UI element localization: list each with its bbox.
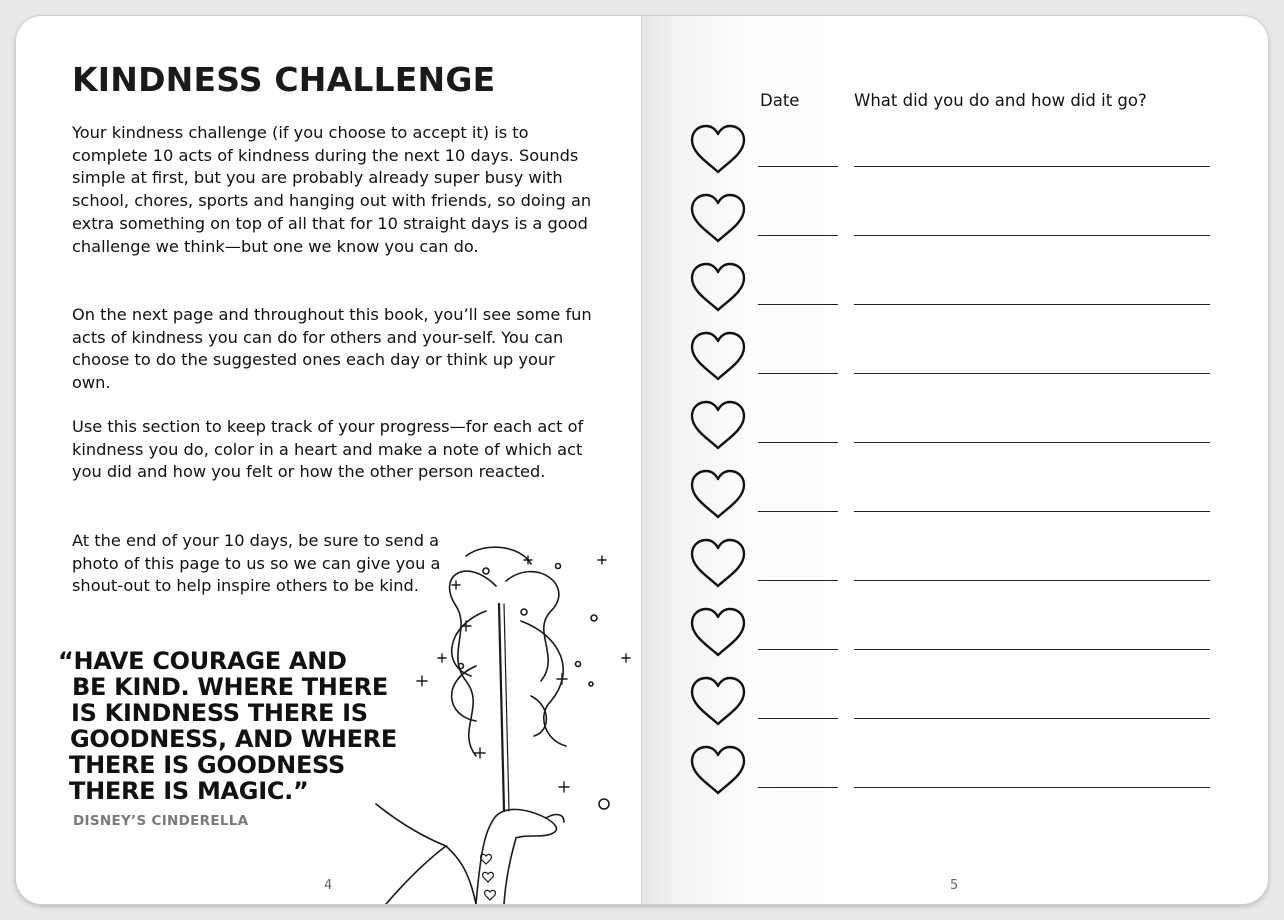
page-number-right: 5 (950, 878, 959, 893)
date-entry-line[interactable] (758, 373, 838, 374)
date-entry-line[interactable] (758, 649, 838, 650)
date-column-header: Date (760, 91, 800, 110)
quote-line: GOODNESS, AND WHERE (70, 725, 397, 753)
log-row (688, 745, 1248, 801)
cinderella-quote (58, 648, 397, 804)
note-entry-line[interactable] (854, 787, 1210, 788)
heart-icon[interactable] (688, 262, 748, 314)
date-entry-line[interactable] (758, 787, 838, 788)
heart-icon[interactable] (688, 538, 748, 590)
heart-icon[interactable] (688, 469, 748, 521)
quote-line: THERE IS MAGIC.” (69, 777, 309, 805)
heart-icon[interactable] (688, 124, 748, 176)
log-row (688, 331, 1248, 387)
log-row (688, 469, 1248, 525)
note-entry-line[interactable] (854, 304, 1210, 305)
log-row (688, 193, 1248, 249)
quote-attribution: DISNEY’S CINDERELLA (73, 813, 249, 829)
intro-paragraph: Your kindness challenge (if you choose to accept it) is to complete 10 acts of kindness during the next 10 days. Sounds simple at first, but you are probably already super busy with school, chores, sports and hanging out with friends, so doing an extra something on top of all that for 10 straight days is a good challenge we think—but one we know you can do. (72, 123, 592, 256)
log-row (688, 676, 1248, 732)
share-paragraph: At the end of your 10 days, be sure to send a photo of this page to us so we can give you a shout-out to help inspire others to be kind. (72, 531, 441, 596)
date-entry-line[interactable] (758, 235, 838, 236)
log-row (688, 607, 1248, 663)
date-entry-line[interactable] (758, 166, 838, 167)
tracking-paragraph: Use this section to keep track of your progress—for each act of kindness you do, color in a heart and make a note of which act you did and how you felt or how the other person reacted. (72, 417, 584, 482)
left-page (16, 16, 642, 904)
note-entry-line[interactable] (854, 511, 1210, 512)
page-title: KINDNESS CHALLENGE (72, 60, 496, 99)
quote-line: BE KIND. WHERE THERE (72, 673, 388, 701)
note-entry-line[interactable] (854, 649, 1210, 650)
date-entry-line[interactable] (758, 304, 838, 305)
heart-icon[interactable] (688, 745, 748, 797)
log-row (688, 400, 1248, 456)
date-entry-line[interactable] (758, 580, 838, 581)
log-row (688, 124, 1248, 180)
log-row (688, 538, 1248, 594)
right-page (642, 16, 1268, 904)
note-entry-line[interactable] (854, 235, 1210, 236)
note-entry-line[interactable] (854, 442, 1210, 443)
heart-icon[interactable] (688, 193, 748, 245)
notes-column-header: What did you do and how did it go? (854, 91, 1147, 110)
log-row (688, 262, 1248, 318)
date-entry-line[interactable] (758, 511, 838, 512)
heart-icon[interactable] (688, 676, 748, 728)
book-spread (16, 16, 1268, 904)
heart-icon[interactable] (688, 331, 748, 383)
note-entry-line[interactable] (854, 718, 1210, 719)
quote-line: “HAVE COURAGE AND (58, 647, 347, 675)
date-entry-line[interactable] (758, 442, 838, 443)
page-number-left: 4 (324, 878, 333, 893)
date-entry-line[interactable] (758, 718, 838, 719)
note-entry-line[interactable] (854, 580, 1210, 581)
note-entry-line[interactable] (854, 373, 1210, 374)
quote-line: IS KINDNESS THERE IS (71, 699, 368, 727)
suggestions-paragraph: On the next page and throughout this book, you’ll see some fun acts of kindness you can do for others and your-self. You can choose to do the suggested ones each day or think up your own. (72, 305, 592, 393)
heart-icon[interactable] (688, 400, 748, 452)
quote-line: THERE IS GOODNESS (69, 751, 345, 779)
heart-icon[interactable] (688, 607, 748, 659)
note-entry-line[interactable] (854, 166, 1210, 167)
